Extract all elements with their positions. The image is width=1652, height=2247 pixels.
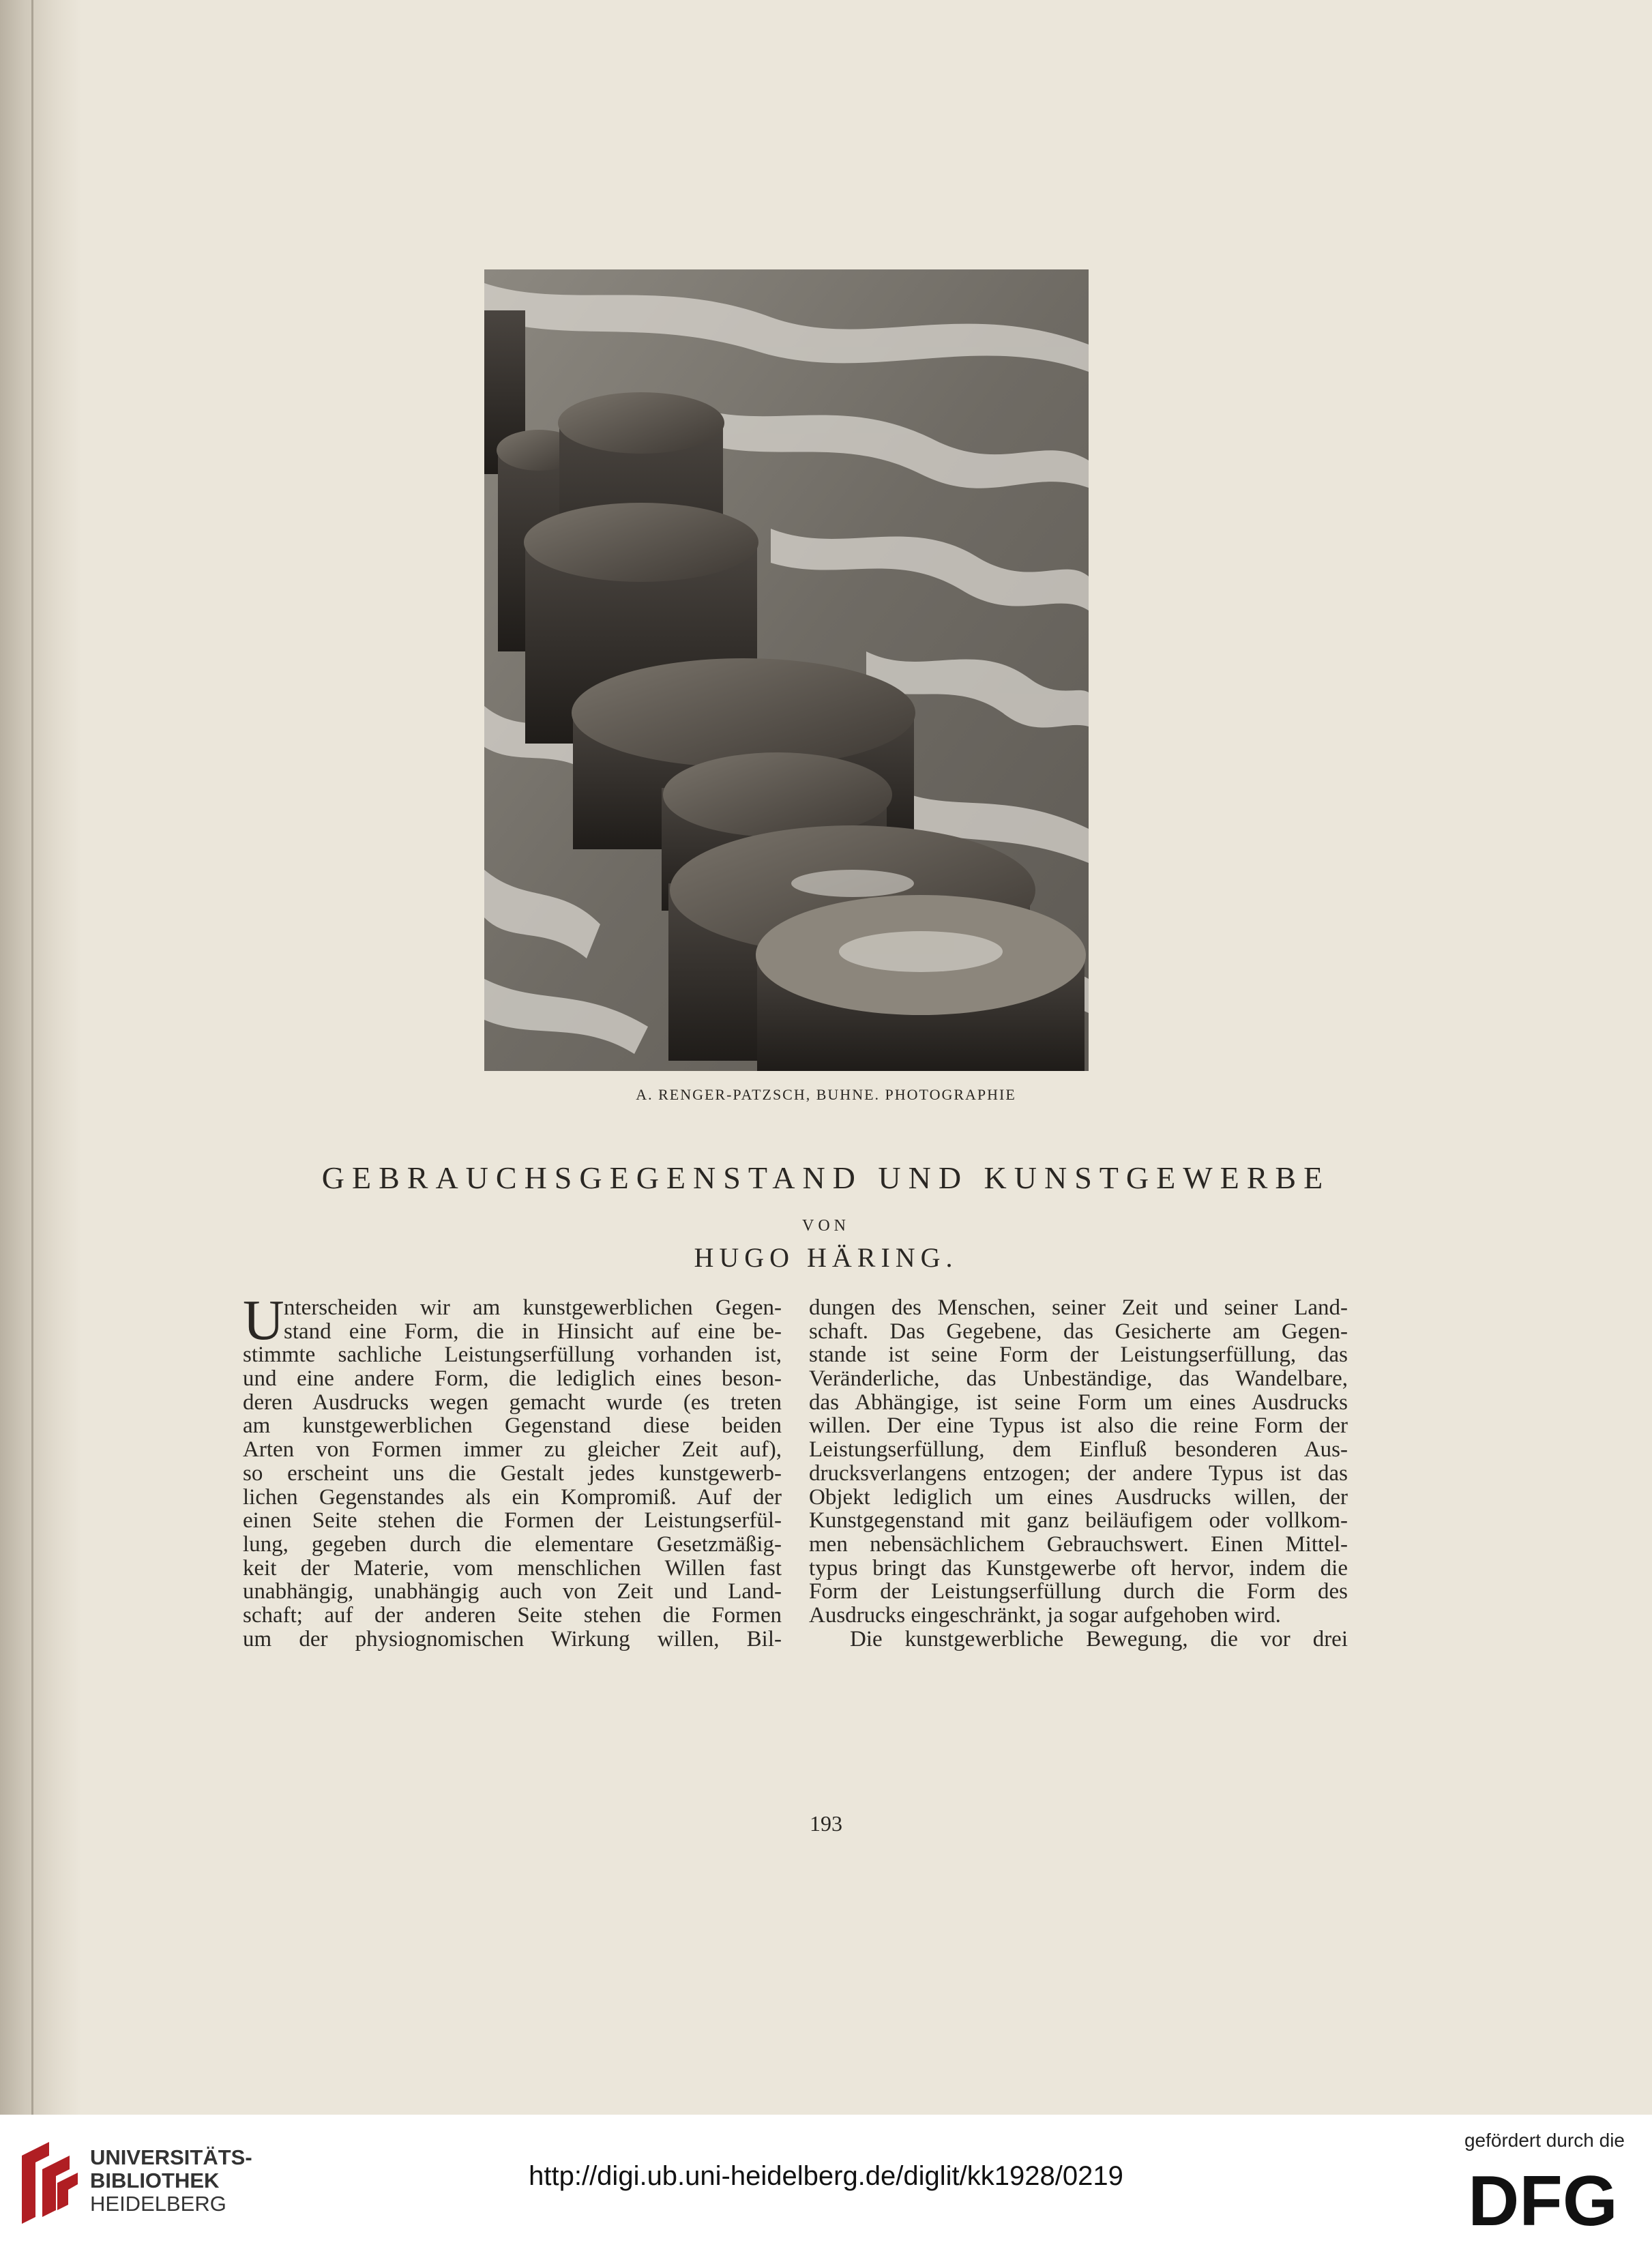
text-line: stande ist seine Form der Leistungserfüllung, das: [809, 1342, 1348, 1368]
left-column: [243, 1289, 782, 1651]
text-line: und eine andere Form, die lediglich eines beson-: [243, 1366, 782, 1392]
text-line: Die kunstgewerbliche Bewegung, die vor drei: [850, 1626, 1348, 1651]
text-line: Objekt lediglich um eines Ausdrucks willen, der: [809, 1484, 1348, 1510]
right-column: [809, 1296, 1348, 1651]
text-line: men nebensächlichem Gebrauchswert. Einen Mittel-: [809, 1531, 1348, 1557]
permalink-url[interactable]: http://digi.ub.uni-heidelberg.de/diglit/kk1928/0219: [529, 2161, 1123, 2191]
text-line: um der physiognomischen Wirkung willen, Bil-: [243, 1626, 782, 1651]
text-line: so erscheint uns die Gestalt jedes kunstgewerb-: [243, 1460, 782, 1486]
text-line: das Abhängige, ist seine Form um eines Ausdrucks: [809, 1390, 1348, 1415]
text-line: deren Ausdrucks wegen gemacht wurde (es treten: [243, 1390, 782, 1415]
text-line: Kunstgegenstand mit ganz beiläufigem oder vollkom-: [809, 1508, 1348, 1533]
photo-caption: A. RENGER-PATZSCH, BUHNE. PHOTOGRAPHIE: [636, 1086, 1016, 1103]
text-line: typus bringt das Kunstgewerbe oft hervor, indem die: [809, 1555, 1348, 1581]
text-line: stand eine Form, die in Hinsicht auf eine be-: [284, 1319, 782, 1344]
photo-image: [484, 269, 1089, 1071]
library-line-1: UNIVERSITÄTS-: [90, 2145, 252, 2169]
text-line: schaft; auf der anderen Seite stehen die Formen: [243, 1602, 782, 1628]
drop-cap: U: [243, 1289, 284, 1352]
article-author: HUGO HÄRING.: [694, 1242, 958, 1273]
text-line: dungen des Menschen, seiner Zeit und seiner Land-: [809, 1295, 1348, 1320]
dfg-logo-text: DFG: [1468, 2164, 1618, 2235]
text-line: lichen Gegenstandes als ein Kompromiß. Auf der: [243, 1484, 782, 1510]
text-line: Form der Leistungserfüllung durch die Form des: [809, 1579, 1348, 1604]
page-number: 193: [810, 1811, 842, 1836]
library-line-2: BIBLIOTHEK: [90, 2169, 220, 2192]
text-line: Leistungserfüllung, dem Einfluß besonderen Aus-: [809, 1437, 1348, 1463]
text-line: Ausdrucks eingeschränkt, ja sogar aufgehoben wird.: [809, 1602, 1281, 1628]
dfg-logo-icon: [1461, 2164, 1625, 2235]
text-line: unabhängig, unabhängig auch von Zeit und Land-: [243, 1579, 782, 1604]
text-line: lung, gegeben durch die elementare Gesetzmäßig-: [243, 1531, 782, 1557]
text-line: stimmte sachliche Leistungserfüllung vorhanden ist,: [243, 1342, 782, 1368]
text-line: keit der Materie, vom menschlichen Willen fast: [243, 1555, 782, 1581]
groyne-photograph: [484, 269, 1089, 1071]
library-line-3: HEIDELBERG: [90, 2192, 226, 2216]
text-line: willen. Der eine Typus ist also die reine Form der: [809, 1413, 1348, 1439]
text-line: am kunstgewerblichen Gegenstand diese beiden: [243, 1413, 782, 1439]
text-line: drucksverlangens entzogen; der andere Typus ist das: [809, 1460, 1348, 1486]
text-line: schaft. Das Gegebene, das Gesicherte am Gegen-: [809, 1319, 1348, 1344]
funded-by-label: gefördert durch die: [1464, 2130, 1625, 2151]
footer-bar: [0, 2115, 1652, 2247]
text-line: Veränderliche, das Unbeständige, das Wandelbare,: [809, 1366, 1348, 1392]
text-line: nterscheiden wir am kunstgewerblichen Gegen-: [284, 1295, 782, 1320]
book-gutter-shadow: [0, 0, 82, 2115]
gutter-fold: [31, 0, 33, 2115]
text-line: einen Seite stehen die Formen der Leistungserfül-: [243, 1508, 782, 1533]
title-von: VON: [802, 1217, 850, 1235]
article-title: GEBRAUCHSGEGENSTAND UND KUNSTGEWERBE: [321, 1160, 1331, 1195]
text-line: Arten von Formen immer zu gleicher Zeit auf),: [243, 1437, 782, 1463]
